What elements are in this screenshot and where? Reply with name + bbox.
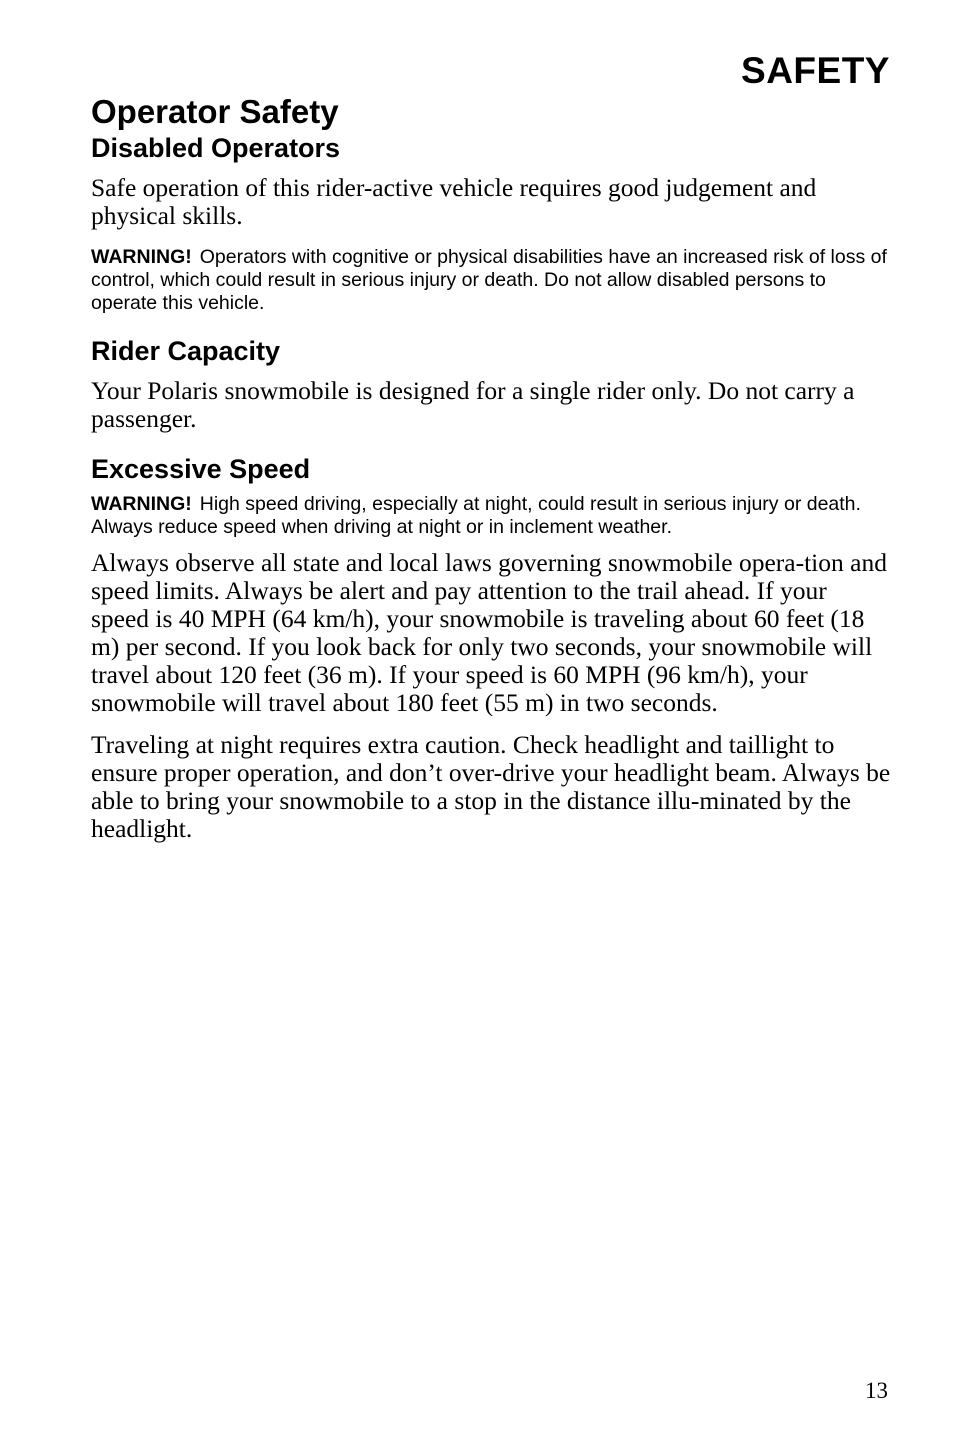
- page-title: Operator Safety: [91, 93, 339, 130]
- warning-text: Operators with cognitive or physical disabilities have an increased risk of loss of control, which could result in serious injury or death. Do not allow disabled persons to operate this vehicle.: [91, 246, 887, 314]
- excessive-speed-warning: [91, 493, 891, 539]
- section-header: SAFETY: [741, 50, 890, 91]
- page-content: [91, 92, 891, 843]
- warning-label: WARNING!: [91, 493, 192, 515]
- section-heading-rider-capacity: Rider Capacity: [91, 336, 281, 366]
- excessive-speed-paragraph-2: Traveling at night requires extra caution. Check headlight and taillight to ensure proper operation, and don’t over-drive your headlight beam. Always be able to bring your snowmobile to a stop in the distance illu-minated by the headlight.: [91, 730, 891, 843]
- warning-text: High speed driving, especially at night, could result in serious injury or death. Always reduce speed when driving at night or in inclement weather.: [91, 493, 861, 538]
- warning-label: WARNING!: [91, 246, 192, 268]
- page-number: 13: [865, 1378, 888, 1403]
- disabled-operators-paragraph: Safe operation of this rider-active vehicle requires good judgement and physical skills.: [91, 173, 817, 230]
- disabled-operators-warning: [91, 246, 891, 315]
- rider-capacity-paragraph: Your Polaris snowmobile is designed for a single rider only. Do not carry a passenger.: [91, 376, 855, 433]
- section-heading-excessive-speed: Excessive Speed: [91, 454, 311, 484]
- excessive-speed-paragraph-1: Always observe all state and local laws governing snowmobile opera-tion and speed limits. Always be alert and pay attention to the trail ahead. If your speed is 40 MPH (64 km/h), your snowmobile is traveling about 60 feet (18 m) per second. If you look back for only two seconds, your snowmobile will travel about 120 feet (36 m). If your speed is 60 MPH (96 km/h), your snowmobile will travel about 180 feet (55 m) in two seconds.: [91, 548, 887, 717]
- section-heading-disabled-operators: Disabled Operators: [91, 133, 341, 163]
